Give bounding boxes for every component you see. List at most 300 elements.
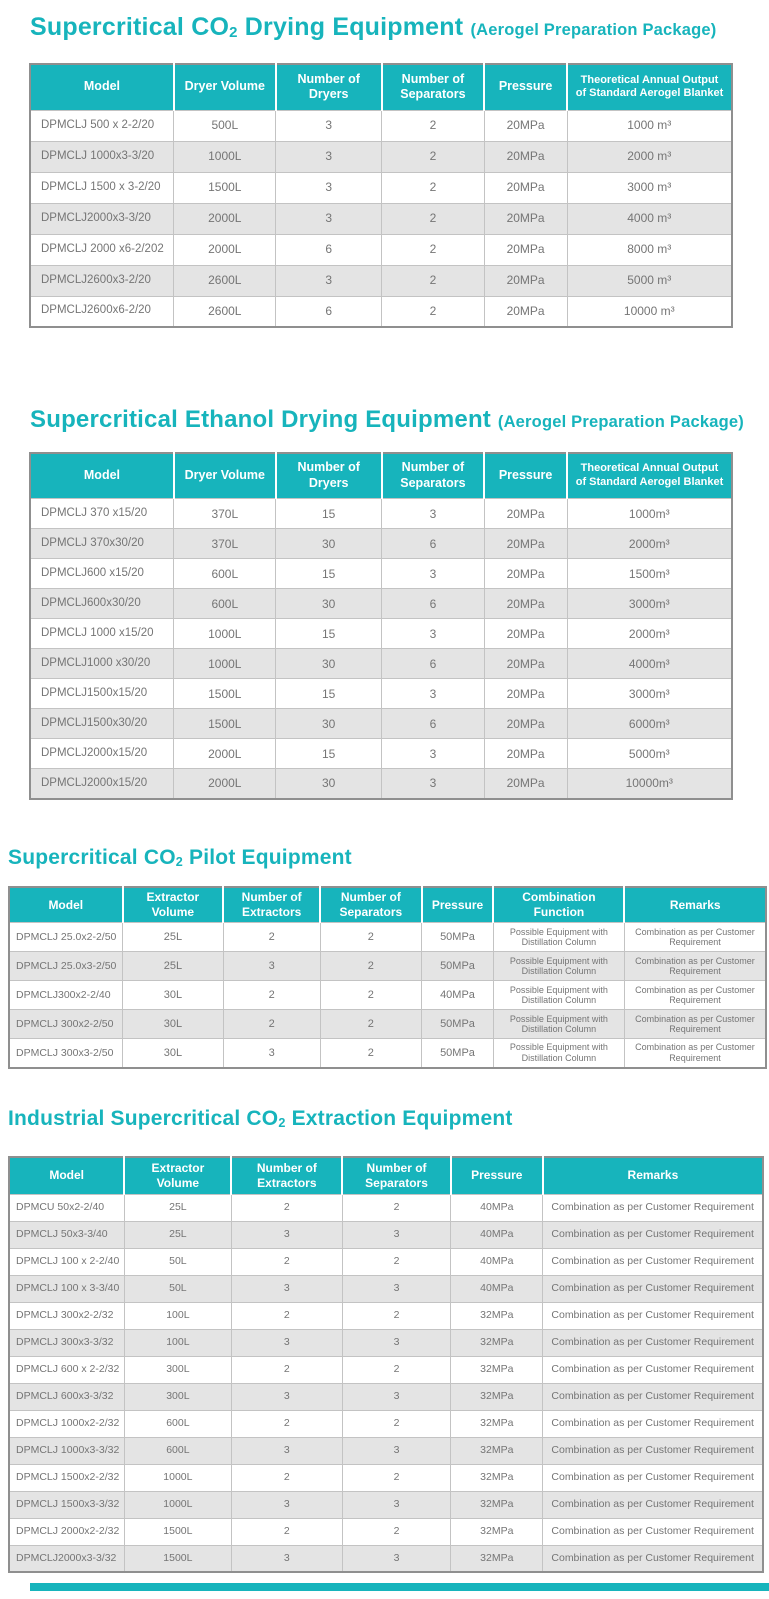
table-cell: 3 (231, 1221, 342, 1248)
table-cell: 2 (382, 265, 484, 296)
column-header: Extractor Volume (123, 887, 224, 923)
table-cell: 2 (223, 1010, 320, 1039)
title-text: Industrial Supercritical CO (8, 1106, 279, 1130)
table-cell: 3 (231, 1545, 342, 1572)
table-row (9, 1356, 763, 1383)
table-cell: 3 (342, 1383, 451, 1410)
footer-accent-bar (30, 1583, 769, 1591)
table-cell: DPMCLJ2600x6-2/20 (30, 296, 174, 327)
table-cell: 25L (124, 1194, 231, 1221)
table-cell: 3000m³ (567, 679, 732, 709)
table-cell: 3 (276, 265, 382, 296)
table-cell: 20MPa (484, 559, 567, 589)
table-row (9, 1491, 763, 1518)
column-header: Extractor Volume (124, 1157, 231, 1194)
table-cell: DPMCLJ 2000x2-2/32 (9, 1518, 124, 1545)
table-cell: 50L (124, 1275, 231, 1302)
table-cell: 30 (276, 769, 382, 799)
table-cell: 2 (320, 1039, 421, 1068)
table-cell: 2 (231, 1410, 342, 1437)
table-cell: 600L (124, 1410, 231, 1437)
table-cell: Combination as per Customer Requirement (543, 1545, 763, 1572)
table-header-row (30, 453, 732, 499)
table-cell: 2 (231, 1302, 342, 1329)
table-cell: 2000L (174, 234, 276, 265)
table-cell: 3 (382, 739, 484, 769)
table-cell: 20MPa (484, 709, 567, 739)
table-cell: 3 (231, 1383, 342, 1410)
table-cell: 32MPa (451, 1383, 543, 1410)
table-row (9, 1410, 763, 1437)
column-header: Model (9, 887, 123, 923)
table-cell: 2000L (174, 739, 276, 769)
title-subscript: 2 (175, 854, 183, 869)
table-cell: 2 (231, 1248, 342, 1275)
table-cell: DPMCLJ2600x3-2/20 (30, 265, 174, 296)
section-title-co2-pilot (8, 845, 769, 870)
table-cell: Combination as per Customer Requirement (624, 1039, 766, 1068)
table-cell: 20MPa (484, 110, 567, 141)
table-cell: 32MPa (451, 1437, 543, 1464)
table-cell: 6 (382, 649, 484, 679)
table-cell: DPMCLJ 600x3-3/32 (9, 1383, 124, 1410)
table-cell: 2 (320, 981, 421, 1010)
table-cell: 40MPa (451, 1248, 543, 1275)
column-header: Number of Dryers (276, 453, 382, 499)
table-header-row (30, 64, 732, 110)
section-industrial-extraction (0, 1106, 769, 1573)
table-row (30, 769, 732, 799)
table-cell: 3 (342, 1545, 451, 1572)
table-cell: 20MPa (484, 769, 567, 799)
table-cell: 50MPa (422, 952, 494, 981)
table-row (9, 1275, 763, 1302)
table-row (30, 529, 732, 559)
table-cell: DPMCLJ2000x15/20 (30, 739, 174, 769)
table-cell: 1000L (174, 619, 276, 649)
table-cell: DPMCLJ 100 x 2-2/40 (9, 1248, 124, 1275)
table-cell: 3 (276, 203, 382, 234)
table-cell: 500L (174, 110, 276, 141)
table-row (9, 1545, 763, 1572)
table-cell: 4000m³ (567, 649, 732, 679)
table-cell: 32MPa (451, 1329, 543, 1356)
table-row (9, 1221, 763, 1248)
table-cell: 3000m³ (567, 589, 732, 619)
table-cell: 2000L (174, 769, 276, 799)
table-cell: 5000m³ (567, 739, 732, 769)
title-text: Supercritical Ethanol Drying Equipment (30, 406, 491, 433)
table-cell: 30 (276, 589, 382, 619)
table-cell: 6 (382, 589, 484, 619)
column-header: Pressure (451, 1157, 543, 1194)
table-row (9, 1039, 766, 1068)
title-subscript: 2 (229, 24, 238, 42)
table-cell: 300L (124, 1356, 231, 1383)
table-row (9, 923, 766, 952)
column-header: Model (30, 453, 174, 499)
table-cell: 20MPa (484, 172, 567, 203)
table-row (9, 1437, 763, 1464)
table-cell: 25L (123, 952, 224, 981)
table-row (9, 1010, 766, 1039)
table-row (30, 709, 732, 739)
title-text: Supercritical CO (8, 845, 176, 869)
column-header: Number of Extractors (231, 1157, 342, 1194)
table-cell: 8000 m³ (567, 234, 732, 265)
column-header: Model (30, 64, 174, 110)
column-header: Remarks (543, 1157, 763, 1194)
table-cell: DPMCLJ 1500x2-2/32 (9, 1464, 124, 1491)
ethanol-drying-table (29, 452, 733, 800)
table-cell: DPMCLJ 370x30/20 (30, 529, 174, 559)
column-header: Number of Separators (382, 453, 484, 499)
table-row (30, 172, 732, 203)
table-cell: 2000 m³ (567, 141, 732, 172)
table-cell: DPMCLJ1500x30/20 (30, 709, 174, 739)
industrial-extraction-table (8, 1156, 764, 1573)
co2-pilot-table (8, 886, 767, 1069)
column-header: Number of Dryers (276, 64, 382, 110)
table-cell: 20MPa (484, 203, 567, 234)
table-cell: Combination as per Customer Requirement (624, 1010, 766, 1039)
table-cell: DPMCLJ 100 x 3-3/40 (9, 1275, 124, 1302)
table-cell: 2 (231, 1518, 342, 1545)
table-cell: DPMCLJ 1000x3-3/20 (30, 141, 174, 172)
table-cell: 3 (342, 1491, 451, 1518)
table-cell: 20MPa (484, 529, 567, 559)
table-row (9, 1194, 763, 1221)
table-cell: DPMCLJ600 x15/20 (30, 559, 174, 589)
table-cell: 3 (382, 679, 484, 709)
table-cell: 1500L (174, 709, 276, 739)
table-cell: 15 (276, 559, 382, 589)
table-cell: 2 (223, 981, 320, 1010)
table-cell: 600L (174, 589, 276, 619)
column-header: Number of Extractors (223, 887, 320, 923)
table-row (9, 1518, 763, 1545)
table-row (9, 1248, 763, 1275)
table-cell: 2 (320, 1010, 421, 1039)
table-cell: 32MPa (451, 1302, 543, 1329)
table-row (30, 234, 732, 265)
table-cell: DPMCLJ 1000x2-2/32 (9, 1410, 124, 1437)
table-header-row (9, 887, 766, 923)
table-cell: 3 (231, 1491, 342, 1518)
table-cell: 6 (382, 709, 484, 739)
table-cell: 2 (320, 923, 421, 952)
table-cell: Possible Equipment with Distillation Column (493, 923, 624, 952)
table-cell: DPMCLJ1000 x30/20 (30, 649, 174, 679)
table-cell: DPMCLJ 1500x3-3/32 (9, 1491, 124, 1518)
table-cell: 20MPa (484, 296, 567, 327)
table-cell: 2 (382, 110, 484, 141)
column-header: Number of Separators (320, 887, 421, 923)
table-cell: DPMCLJ 25.0x2-2/50 (9, 923, 123, 952)
table-cell: 3 (223, 1039, 320, 1068)
table-cell: DPMCLJ 50x3-3/40 (9, 1221, 124, 1248)
table-cell: 100L (124, 1329, 231, 1356)
table-cell: 2 (231, 1356, 342, 1383)
table-cell: 30 (276, 649, 382, 679)
table-cell: 25L (124, 1221, 231, 1248)
table-cell: DPMCLJ 300x3-3/32 (9, 1329, 124, 1356)
table-cell: 20MPa (484, 499, 567, 529)
table-cell: 3 (382, 769, 484, 799)
column-header: Theoretical Annual Output of Standard Aerogel Blanket (567, 453, 732, 499)
table-cell: DPMCLJ 25.0x3-2/50 (9, 952, 123, 981)
table-cell: DPMCLJ 1000 x15/20 (30, 619, 174, 649)
title-text: Supercritical CO (30, 13, 230, 41)
table-cell: 3 (276, 110, 382, 141)
table-cell: 3 (382, 499, 484, 529)
table-cell: 20MPa (484, 649, 567, 679)
table-cell: 2 (320, 952, 421, 981)
table-cell: 20MPa (484, 234, 567, 265)
table-cell: 30 (276, 529, 382, 559)
table-cell: 3 (231, 1437, 342, 1464)
table-cell: 3 (382, 619, 484, 649)
table-row (30, 619, 732, 649)
table-cell: 10000 m³ (567, 296, 732, 327)
table-cell: 15 (276, 619, 382, 649)
column-header: Pressure (422, 887, 494, 923)
table-cell: DPMCLJ2000x15/20 (30, 769, 174, 799)
table-cell: 2 (342, 1248, 451, 1275)
table-cell: 1500L (124, 1545, 231, 1572)
table-cell: Combination as per Customer Requirement (543, 1275, 763, 1302)
table-cell: 32MPa (451, 1356, 543, 1383)
table-cell: 20MPa (484, 265, 567, 296)
table-row (30, 499, 732, 529)
section-title-co2-drying (30, 12, 769, 42)
table-cell: 1500L (174, 679, 276, 709)
table-cell: 40MPa (451, 1221, 543, 1248)
table-cell: Combination as per Customer Requirement (543, 1518, 763, 1545)
table-cell: 30L (123, 1039, 224, 1068)
table-cell: 2 (382, 172, 484, 203)
table-cell: 6 (276, 234, 382, 265)
column-header: Dryer Volume (174, 453, 276, 499)
table-cell: 3 (382, 559, 484, 589)
table-cell: 2 (231, 1194, 342, 1221)
table-cell: 6000m³ (567, 709, 732, 739)
title-suffix: (Aerogel Preparation Package) (470, 21, 717, 39)
table-cell: 2 (342, 1194, 451, 1221)
table-cell: 2 (342, 1410, 451, 1437)
table-cell: 3 (342, 1221, 451, 1248)
table-cell: DPMCLJ 1500 x 3-2/20 (30, 172, 174, 203)
table-cell: Possible Equipment with Distillation Column (493, 1010, 624, 1039)
table-row (30, 679, 732, 709)
table-row (30, 649, 732, 679)
table-cell: 2 (342, 1518, 451, 1545)
table-cell: 3 (276, 172, 382, 203)
table-cell: 3000 m³ (567, 172, 732, 203)
table-cell: 2 (382, 203, 484, 234)
table-row (9, 981, 766, 1010)
table-cell: Possible Equipment with Distillation Column (493, 952, 624, 981)
table-cell: 15 (276, 679, 382, 709)
column-header: Number of Separators (382, 64, 484, 110)
table-cell: DPMCLJ300x2-2/40 (9, 981, 123, 1010)
table-cell: 2 (382, 141, 484, 172)
table-cell: 20MPa (484, 619, 567, 649)
table-cell: Combination as per Customer Requirement (543, 1410, 763, 1437)
table-cell: 2 (382, 296, 484, 327)
title-suffix: (Aerogel Preparation Package) (497, 413, 744, 431)
table-cell: DPMCLJ 300x2-2/50 (9, 1010, 123, 1039)
table-cell: DPMCLJ 600 x 2-2/32 (9, 1356, 124, 1383)
table-cell: 32MPa (451, 1410, 543, 1437)
table-row (30, 296, 732, 327)
table-cell: DPMCLJ 1000x3-3/32 (9, 1437, 124, 1464)
table-cell: Combination as per Customer Requirement (543, 1464, 763, 1491)
table-cell: 2000m³ (567, 619, 732, 649)
table-cell: 50MPa (422, 923, 494, 952)
table-cell: 2 (231, 1464, 342, 1491)
table-cell: 50L (124, 1248, 231, 1275)
table-cell: 6 (382, 529, 484, 559)
title-text: Pilot Equipment (182, 845, 352, 869)
section-title-ethanol-drying (30, 406, 769, 435)
table-cell: DPMCU 50x2-2/40 (9, 1194, 124, 1221)
table-cell: 3 (231, 1275, 342, 1302)
column-header: Number of Separators (342, 1157, 451, 1194)
table-cell: 4000 m³ (567, 203, 732, 234)
table-row (9, 1329, 763, 1356)
section-title-industrial-extraction (8, 1106, 769, 1131)
table-cell: 1000L (124, 1491, 231, 1518)
table-row (9, 952, 766, 981)
table-cell: Possible Equipment with Distillation Column (493, 981, 624, 1010)
column-header: Pressure (484, 64, 567, 110)
table-cell: 600L (124, 1437, 231, 1464)
table-cell: 6 (276, 296, 382, 327)
table-row (30, 265, 732, 296)
section-ethanol-drying (0, 406, 769, 800)
column-header: Pressure (484, 453, 567, 499)
table-cell: 2600L (174, 296, 276, 327)
table-cell: 50MPa (422, 1039, 494, 1068)
table-cell: 15 (276, 499, 382, 529)
section-co2-pilot (0, 845, 769, 1069)
table-cell: DPMCLJ 370 x15/20 (30, 499, 174, 529)
column-header: Model (9, 1157, 124, 1194)
co2-drying-table (29, 63, 733, 328)
table-cell: 2600L (174, 265, 276, 296)
table-cell: Combination as per Customer Requirement (543, 1221, 763, 1248)
table-cell: 370L (174, 529, 276, 559)
table-cell: 2 (382, 234, 484, 265)
table-cell: DPMCLJ1500x15/20 (30, 679, 174, 709)
table-cell: DPMCLJ2000x3-3/20 (30, 203, 174, 234)
table-cell: 30 (276, 709, 382, 739)
table-cell: Combination as per Customer Requirement (543, 1248, 763, 1275)
table-cell: Combination as per Customer Requirement (624, 952, 766, 981)
table-cell: 1500m³ (567, 559, 732, 589)
table-row (30, 589, 732, 619)
table-cell: 32MPa (451, 1491, 543, 1518)
table-cell: DPMCLJ600x30/20 (30, 589, 174, 619)
table-cell: 25L (123, 923, 224, 952)
column-header: Dryer Volume (174, 64, 276, 110)
table-cell: 3 (231, 1329, 342, 1356)
table-cell: Combination as per Customer Requirement (543, 1194, 763, 1221)
table-cell: 40MPa (451, 1194, 543, 1221)
table-cell: 20MPa (484, 589, 567, 619)
table-row (30, 203, 732, 234)
table-cell: 30L (123, 981, 224, 1010)
table-row (30, 110, 732, 141)
table-cell: 30L (123, 1010, 224, 1039)
column-header: Combination Function (493, 887, 624, 923)
table-cell: 20MPa (484, 679, 567, 709)
table-cell: 40MPa (451, 1275, 543, 1302)
column-header: Remarks (624, 887, 766, 923)
table-cell: 15 (276, 739, 382, 769)
table-cell: Combination as per Customer Requirement (543, 1491, 763, 1518)
table-cell: 40MPa (422, 981, 494, 1010)
table-cell: Combination as per Customer Requirement (543, 1302, 763, 1329)
table-cell: 32MPa (451, 1545, 543, 1572)
table-cell: 3 (223, 952, 320, 981)
table-row (30, 559, 732, 589)
table-cell: 3 (276, 141, 382, 172)
table-cell: DPMCLJ 500 x 2-2/20 (30, 110, 174, 141)
table-cell: 10000m³ (567, 769, 732, 799)
table-row (9, 1383, 763, 1410)
table-cell: 1000L (174, 141, 276, 172)
table-cell: DPMCLJ2000x3-3/32 (9, 1545, 124, 1572)
table-row (30, 141, 732, 172)
table-cell: 5000 m³ (567, 265, 732, 296)
table-cell: Combination as per Customer Requirement (543, 1437, 763, 1464)
table-cell: 100L (124, 1302, 231, 1329)
table-cell: 2000L (174, 203, 276, 234)
table-cell: Combination as per Customer Requirement (543, 1356, 763, 1383)
table-cell: 370L (174, 499, 276, 529)
table-cell: Combination as per Customer Requirement (543, 1383, 763, 1410)
table-cell: DPMCLJ 300x2-2/32 (9, 1302, 124, 1329)
table-cell: 3 (342, 1437, 451, 1464)
table-cell: 1000L (174, 649, 276, 679)
table-cell: 2 (223, 923, 320, 952)
table-cell: 300L (124, 1383, 231, 1410)
section-co2-drying (0, 12, 769, 328)
table-cell: 2 (342, 1464, 451, 1491)
table-cell: 3 (342, 1275, 451, 1302)
table-cell: 20MPa (484, 141, 567, 172)
table-cell: 2000m³ (567, 529, 732, 559)
table-cell: Combination as per Customer Requirement (624, 923, 766, 952)
table-cell: 32MPa (451, 1518, 543, 1545)
title-text: Extraction Equipment (285, 1106, 513, 1130)
table-cell: 32MPa (451, 1464, 543, 1491)
table-row (9, 1464, 763, 1491)
table-row (9, 1302, 763, 1329)
table-cell: 3 (342, 1329, 451, 1356)
table-row (30, 739, 732, 769)
table-cell: 1500L (174, 172, 276, 203)
table-cell: 2 (342, 1356, 451, 1383)
table-cell: Possible Equipment with Distillation Column (493, 1039, 624, 1068)
table-header-row (9, 1157, 763, 1194)
table-cell: 1000 m³ (567, 110, 732, 141)
table-cell: Combination as per Customer Requirement (543, 1329, 763, 1356)
table-cell: 600L (174, 559, 276, 589)
table-cell: 1000L (124, 1464, 231, 1491)
